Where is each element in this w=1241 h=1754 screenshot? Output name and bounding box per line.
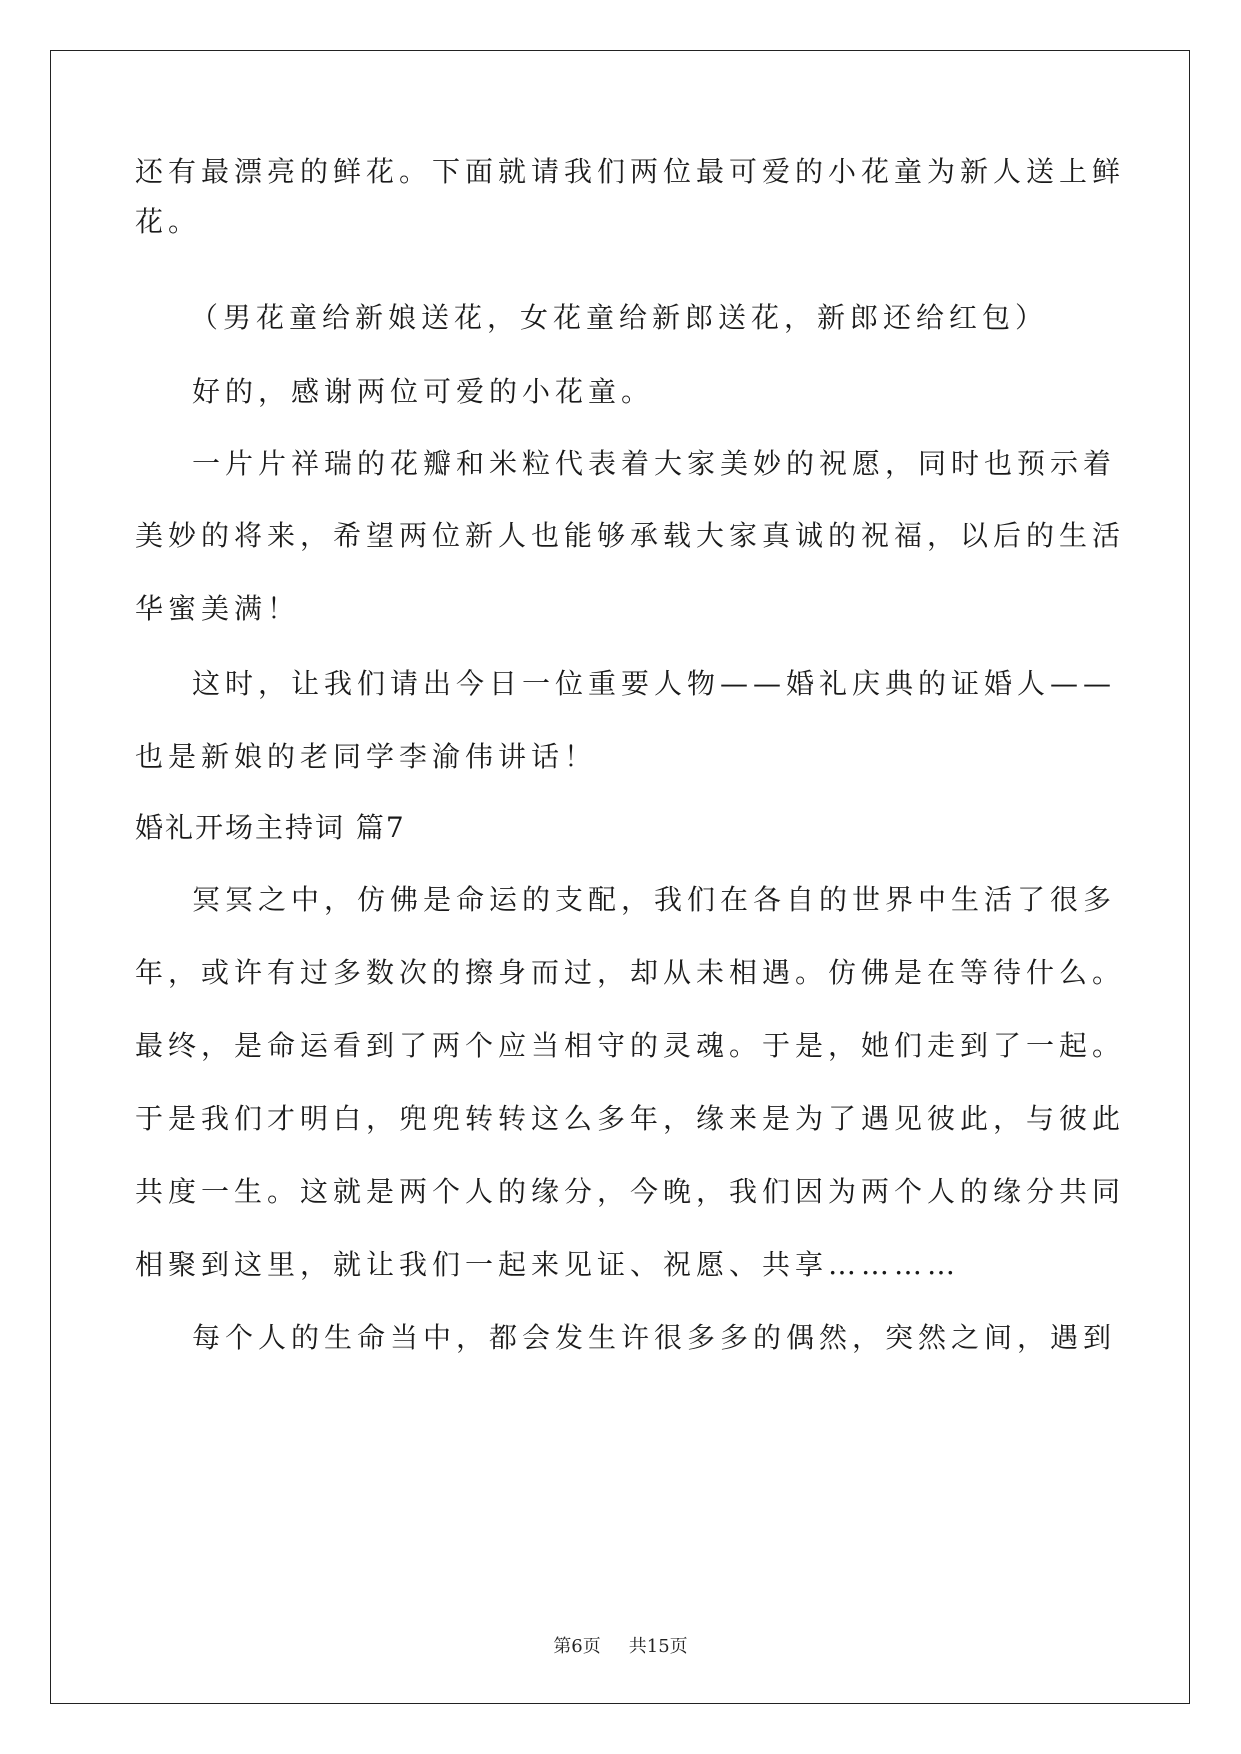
- text-line: 最终，是命运看到了两个应当相守的灵魂。于是，她们走到了一起。: [135, 1029, 1126, 1062]
- text-line: 冥冥之中，仿佛是命运的支配，我们在各自的世界中生活了很多: [192, 883, 1117, 916]
- page-footer: [0, 1632, 1241, 1658]
- text-line: 年，或许有过多数次的擦身而过，却从未相遇。仿佛是在等待什么。: [135, 956, 1126, 989]
- text-line: 一片片祥瑞的花瓣和米粒代表着大家美妙的祝愿，同时也预示着: [192, 447, 1117, 480]
- page-total: 共15页: [628, 1636, 688, 1657]
- text-line: 共度一生。这就是两个人的缘分，今晚，我们因为两个人的缘分共同: [135, 1175, 1126, 1208]
- text-line: 还有最漂亮的鲜花。下面就请我们两位最可爱的小花童为新人送上鲜: [135, 155, 1126, 188]
- text-line: 这时，让我们请出今日一位重要人物——婚礼庆典的证婚人——: [192, 667, 1117, 700]
- text-line: 花。: [135, 205, 202, 238]
- text-line: （男花童给新娘送花，女花童给新郎送花，新郎还给红包）: [190, 301, 1049, 334]
- text-line: 华蜜美满！: [135, 592, 301, 625]
- text-line: 美妙的将来，希望两位新人也能够承载大家真诚的祝福，以后的生活: [135, 519, 1126, 552]
- text-line: 也是新娘的老同学李渝伟讲话！: [135, 740, 598, 773]
- text-line: 好的，感谢两位可爱的小花童。: [192, 375, 655, 408]
- page-number: 第6页: [553, 1636, 601, 1657]
- section-heading: 婚礼开场主持词 篇7: [135, 811, 406, 844]
- text-line: 相聚到这里，就让我们一起来见证、祝愿、共享…………: [135, 1248, 961, 1281]
- text-line: 于是我们才明白，兜兜转转这么多年，缘来是为了遇见彼此，与彼此: [135, 1102, 1126, 1135]
- text-line: 每个人的生命当中，都会发生许很多多的偶然，突然之间，遇到: [192, 1321, 1117, 1354]
